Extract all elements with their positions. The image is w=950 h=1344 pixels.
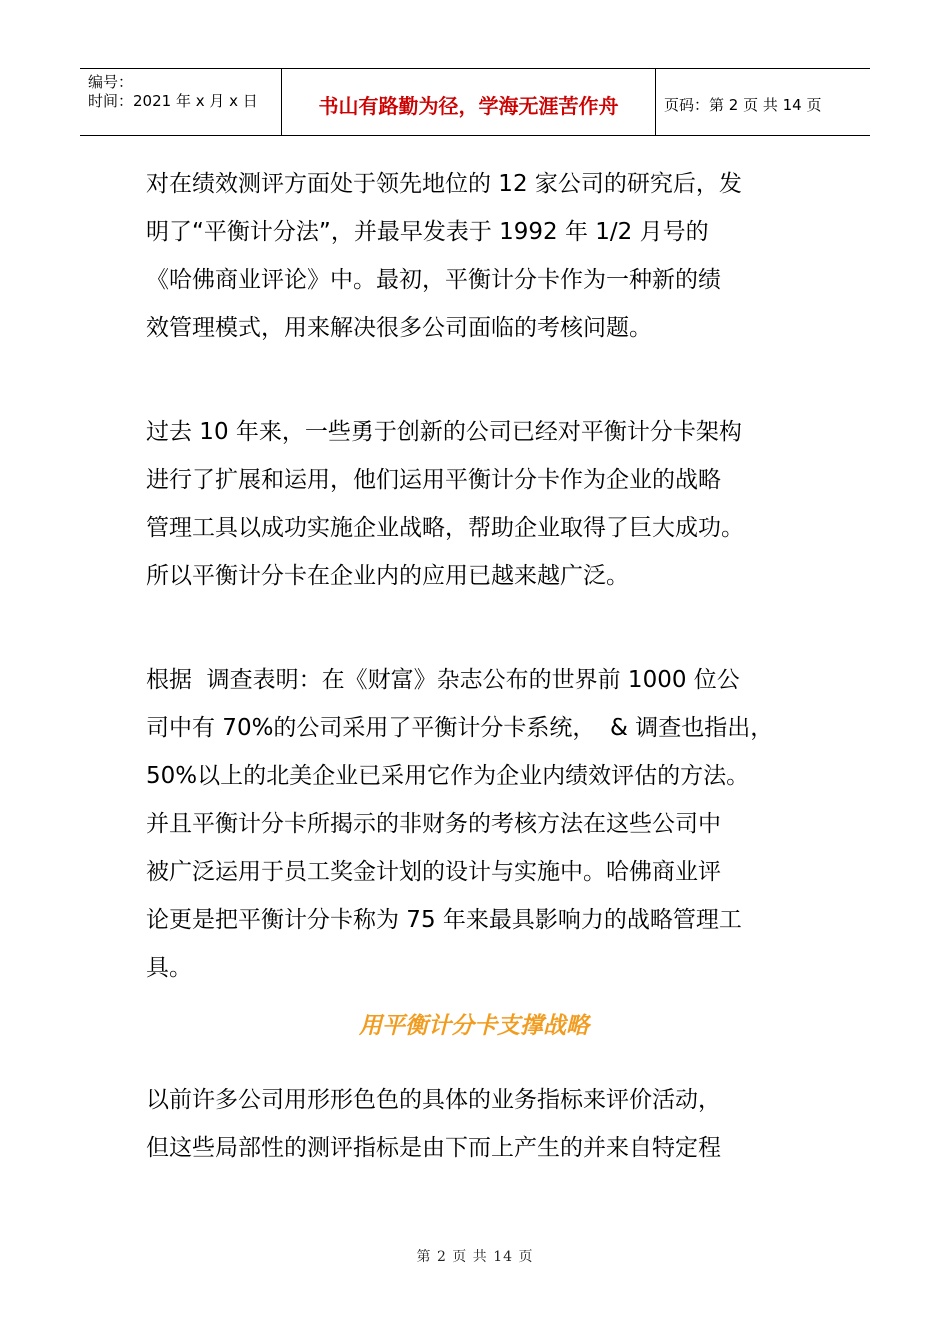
page-header: [80, 68, 870, 136]
text-line: 过去 10 年来，一些勇于创新的公司已经对平衡计分卡架构: [146, 419, 742, 445]
text-line: 被广泛运用于员工奖金计划的设计与实施中。哈佛商业评: [146, 859, 721, 885]
header-page-cell: [656, 69, 870, 135]
date-label: 时间：2021 年 x 月 x 日: [88, 92, 258, 110]
text-line: 根据 调查表明：在《财富》杂志公布的世界前 1000 位公: [146, 667, 740, 693]
footer-page-number: 第 2 页 共 14 页: [416, 1249, 534, 1265]
page-footer: [0, 1246, 950, 1266]
text-line: 明了“平衡计分法”，并最早发表于 1992 年 1/2 月号的: [146, 219, 709, 245]
paragraph-gap: [146, 352, 826, 408]
text-line: 司中有 70%的公司采用了平衡计分卡系统， & 调查也指出，: [146, 715, 774, 741]
header-motto-cell: [282, 69, 656, 135]
text-line: 《哈佛商业评论》中。最初，平衡计分卡作为一种新的绩: [146, 267, 721, 293]
document-body: [146, 160, 826, 1172]
text-line: 管理工具以成功实施企业战略，帮助企业取得了巨大成功。: [146, 515, 744, 541]
paragraph-3: [146, 656, 826, 992]
header-meta-cell: [80, 69, 282, 135]
text-line: 论更是把平衡计分卡称为 75 年来最具影响力的战略管理工: [146, 907, 742, 933]
paragraph-gap: [146, 600, 826, 656]
paragraph-4: [146, 1076, 826, 1172]
text-line: 所以平衡计分卡在企业内的应用已越来越广泛。: [146, 563, 629, 589]
text-line: 对在绩效测评方面处于领先地位的 12 家公司的研究后，发: [146, 171, 742, 197]
section-heading: 用平衡计分卡支撑战略: [359, 1013, 589, 1039]
page-info: 页码：第 2 页 共 14 页: [664, 95, 822, 114]
paragraph-1: [146, 160, 826, 352]
text-line: 以前许多公司用形形色色的具体的业务指标来评价活动，: [146, 1087, 721, 1113]
text-line: 具。: [146, 955, 192, 981]
text-line: 进行了扩展和运用，他们运用平衡计分卡作为企业的战略: [146, 467, 721, 493]
text-line: 但这些局部性的测评指标是由下而上产生的并来自特定程: [146, 1135, 721, 1161]
paragraph-2: [146, 408, 826, 600]
serial-label: 编号：: [88, 73, 134, 91]
motto-text: 书山有路勤为径，学海无涯苦作舟: [318, 93, 619, 118]
text-line: 效管理模式，用来解决很多公司面临的考核问题。: [146, 315, 652, 341]
text-line: 50%以上的北美企业已采用它作为企业内绩效评估的方法。: [146, 763, 750, 789]
text-line: 并且平衡计分卡所揭示的非财务的考核方法在这些公司中: [146, 811, 721, 837]
